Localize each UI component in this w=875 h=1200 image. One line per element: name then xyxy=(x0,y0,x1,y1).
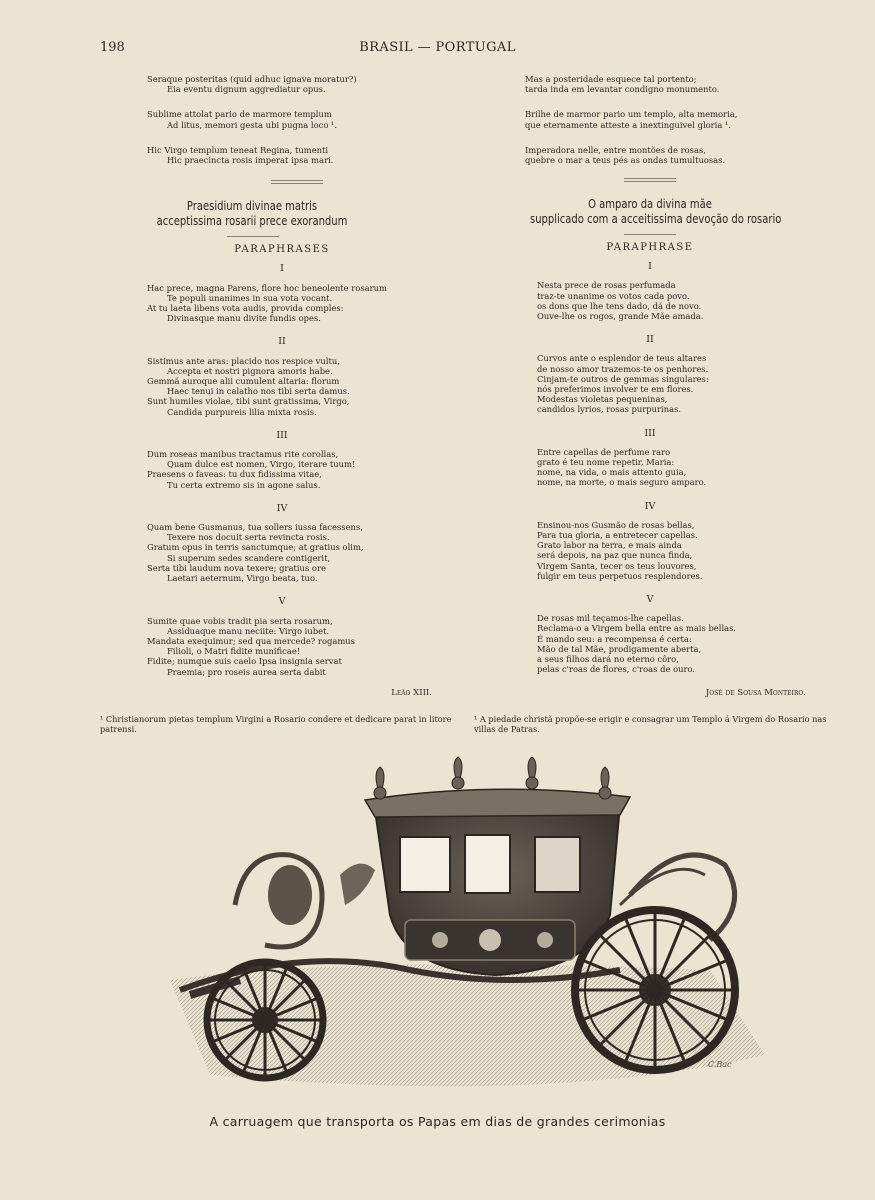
verse-line: Dum roseas manibus tractamus rite corollas, xyxy=(147,449,339,460)
window xyxy=(465,835,510,893)
verse-line: Seraque posteritas (quid adhuc ignava moratur?) xyxy=(147,74,357,84)
stanza-number: IV xyxy=(644,500,656,512)
stanza xyxy=(147,449,447,490)
verse-line: Haec tenui in calatho nos tibi serta damus. xyxy=(167,386,350,397)
stanza-number: II xyxy=(646,334,654,346)
page-number: 198 xyxy=(100,40,125,55)
portuguese-intro xyxy=(525,74,815,165)
latin-stanzas xyxy=(147,264,447,676)
divider xyxy=(624,178,676,182)
portuguese-stanzas xyxy=(537,262,800,674)
signature: José de Sousa Monteiro. xyxy=(705,688,806,698)
portuguese-title xyxy=(500,196,800,226)
verse-line: At tu laeta libens vota audis, provida comples: xyxy=(147,303,344,314)
stanza xyxy=(147,283,447,324)
window xyxy=(400,837,450,892)
title-line: supplicado com a acceitissima devoção do rosario xyxy=(530,211,782,226)
verse-line: quebre o mar a teus pés as ondas tumultuosas. xyxy=(525,155,726,166)
stanza xyxy=(147,616,447,677)
verse-line: Entre capellas de perfume raro xyxy=(537,446,671,457)
stanza xyxy=(537,520,800,581)
verse-line: Sistimus ante aras: placido nos respice vultu, xyxy=(147,355,340,366)
verse-line: Candida purpureis lilia mixta rosis. xyxy=(167,406,317,417)
verse-line: Quam dulce est nomen, Virgo, iterare tuum! xyxy=(167,459,356,470)
verse-line: nome, na vida, o mais attento guia, xyxy=(537,467,687,478)
footnote: ¹ A piedade christã propõe-se erigir e consagrar um Templo á Virgem do Rosario nas villas de Patras. xyxy=(474,714,827,734)
stanza-number: I xyxy=(280,263,284,275)
verse-line: tarda inda em levantar condigno monumento. xyxy=(525,84,720,95)
title-line: O amparo da divina mãe xyxy=(588,196,712,211)
verse-line: Grato labor na terra, e mais ainda xyxy=(537,540,682,551)
verse-line: fulgir em teus perpetuos resplendores. xyxy=(537,570,703,581)
stanza-number: III xyxy=(276,429,288,441)
verse-line: Gemmä auroque alii cumulent altaria: florum xyxy=(147,376,340,387)
verse-line: Ensinou-nos Gusmão de rosas bellas, xyxy=(537,519,695,530)
verse-line: que eternamente atteste a inextinguivel gloria ¹. xyxy=(525,119,732,130)
intro-couplet xyxy=(525,145,815,165)
verse-line: Reclama-o a Virgem bella entre as mais bellas. xyxy=(537,623,737,634)
verse-line: Brilhe de marmor pario um templo, alta memoria, xyxy=(525,109,738,120)
verse-line: Ad litus, memori gesta ubi pugna loco ¹. xyxy=(167,119,338,130)
title-line: acceptissima rosarii prece exorandum xyxy=(156,213,348,229)
title-line: Praesidium divinae matris xyxy=(186,198,318,214)
stanza xyxy=(537,613,800,674)
footnote: ¹ Christianorum pietas templum Virgini a Rosario condere et dedicare parat in litore patrensi. xyxy=(100,714,452,734)
cherub-ornament xyxy=(268,865,312,925)
verse-line: Hic Virgo templum teneat Regina, tumenti xyxy=(147,144,329,155)
verse-line: Nesta prece de rosas perfumada xyxy=(537,280,676,291)
verse-line: Texere nos docuit serta revincta rosis. xyxy=(167,532,330,543)
verse-line: Praesens o faveas: tu dux fidissima vitae, xyxy=(147,469,322,480)
verse-line: Gratum opus in terris sanctumque; at gratius olim, xyxy=(147,542,364,553)
front-wheel xyxy=(207,962,323,1078)
intro-couplet xyxy=(147,74,447,94)
verse-line: os dons que lhe tens dado, dá de novo. xyxy=(537,300,702,311)
section-heading: PARAPHRASES xyxy=(234,244,330,256)
verse-line: a seus filhos dará no eterno côro, xyxy=(537,654,679,665)
rear-wheel xyxy=(575,910,735,1070)
verse-line: De rosas mil teçamos-lhe capellas. xyxy=(537,613,684,624)
verse-line: Sublime attolat pario de marmore templum xyxy=(147,109,332,120)
verse-line: nós preferimos involver te em flores. xyxy=(537,384,694,395)
verse-line: Cinjam-te outros de gemmas singulares: xyxy=(537,373,709,384)
stanza xyxy=(537,447,800,488)
verse-line: Virgem Santa, tecer os teus louvores, xyxy=(537,560,697,571)
verse-line: Si superum sedes scandere contigerit, xyxy=(167,552,331,563)
stanza xyxy=(147,356,447,417)
verse-line: Serta tibi laudum nova texere; gratius ore xyxy=(147,562,326,573)
portuguese-column xyxy=(525,74,815,180)
window xyxy=(535,837,580,892)
verse-line: É mando seu: a recompensa é certa: xyxy=(537,633,692,644)
verse-line: Fidite; numque suis caelo Ipsa insignia servat xyxy=(147,656,342,667)
verse-line: Para tua gloria, a entretecer capellas. xyxy=(537,530,698,541)
carriage-illustration xyxy=(150,755,770,1105)
portuguese-body xyxy=(500,178,800,689)
verse-line: Hic praecincta rosis imperat ipsa mari. xyxy=(167,155,334,166)
verse-line: Filioli, o Matri fidite munificae! xyxy=(167,646,301,657)
verse-line: Mandata exequimur; sed qua mercede? rogamus xyxy=(147,635,355,646)
illustration-caption: A carruagem que transporta os Papas em dias de grandes cerimonias xyxy=(209,1114,666,1129)
verse-line: Quam bene Gusmanus, tua sollers iussa facessens, xyxy=(147,522,363,533)
verse-line: Tu certa extremo sis in agone salus. xyxy=(167,479,321,490)
verse-line: Mão de tal Mãe, prodigamente aberta, xyxy=(537,643,702,654)
latin-title xyxy=(102,198,402,228)
intro-couplet xyxy=(525,109,815,129)
stanza xyxy=(537,353,800,414)
latin-column xyxy=(147,74,447,691)
stanza-number: II xyxy=(278,336,286,348)
verse-line: Eia eventu dignum aggrediatur opus. xyxy=(167,84,326,95)
verse-line: Laetari aeternum, Virgo beata, tuo. xyxy=(167,573,318,584)
stanza xyxy=(537,280,800,321)
stanza-number: V xyxy=(278,596,286,608)
divider xyxy=(227,236,279,237)
verse-line: Sumite quae vobis tradit pia serta rosarum, xyxy=(147,615,333,626)
stanza xyxy=(147,522,447,583)
stanza-number: V xyxy=(646,594,654,606)
stanza-number: III xyxy=(644,427,656,439)
verse-line: Sunt humiles violae, tibi sunt gratissima, Virgo, xyxy=(147,396,350,407)
carriage-roof xyxy=(365,789,630,817)
section-heading: PARAPHRASE xyxy=(606,242,694,253)
verse-line: Hac prece, magna Parens, flore hoc beneolente rosarum xyxy=(147,282,387,293)
verse-line: de nosso amor trazemos-te os penhores. xyxy=(537,363,709,374)
verse-line: nome, na morte, o mais seguro amparo. xyxy=(537,477,707,488)
verse-line: Praemia; pro roseis aurea serta dabit xyxy=(167,666,326,677)
verse-line: Mas a posteridade esquece tal portento; xyxy=(525,74,697,84)
latin-intro xyxy=(147,74,447,165)
signature: Leão XIII. xyxy=(391,688,432,698)
verse-line: candidos lyrios, rosas purpurinas. xyxy=(537,404,682,415)
verse-line: Curvos ante o esplendor de teus altares xyxy=(537,353,707,364)
verse-line: grato é teu nome repetir, Maria: xyxy=(537,457,675,468)
verse-line: Te populi unanimes in sua vota vocant. xyxy=(167,292,333,303)
divider xyxy=(624,234,676,235)
verse-line: Assiduaque manu neciite: Virgo iubet. xyxy=(167,625,330,636)
verse-line: pelas c'roas de flores, c'roas de ouro. xyxy=(537,664,696,675)
verse-line: Accepta et nostri pignora amoris habe. xyxy=(167,365,333,376)
verse-line: Imperadora nelle, entre montões de rosas, xyxy=(525,144,706,155)
verse-line: traz-te unanime os votos cada povo. xyxy=(537,290,690,301)
verse-line: será depois, na paz que nunca finda, xyxy=(537,550,693,561)
engraver-signature: C.Bac xyxy=(708,1060,732,1069)
verse-line: Divinasque manu divite fundis opes. xyxy=(167,313,321,324)
intro-couplet xyxy=(147,145,447,165)
stanza-number: IV xyxy=(276,502,288,514)
intro-couplet xyxy=(147,109,447,129)
verse-line: Modestas violetas pequeninas, xyxy=(537,394,668,405)
verse-line: Ouve-lhe os rogos, grande Mãe amada. xyxy=(537,311,704,322)
running-title: BRASIL — PORTUGAL xyxy=(359,40,516,55)
stanza-number: I xyxy=(648,261,652,273)
divider xyxy=(271,180,323,184)
intro-couplet xyxy=(525,74,815,94)
